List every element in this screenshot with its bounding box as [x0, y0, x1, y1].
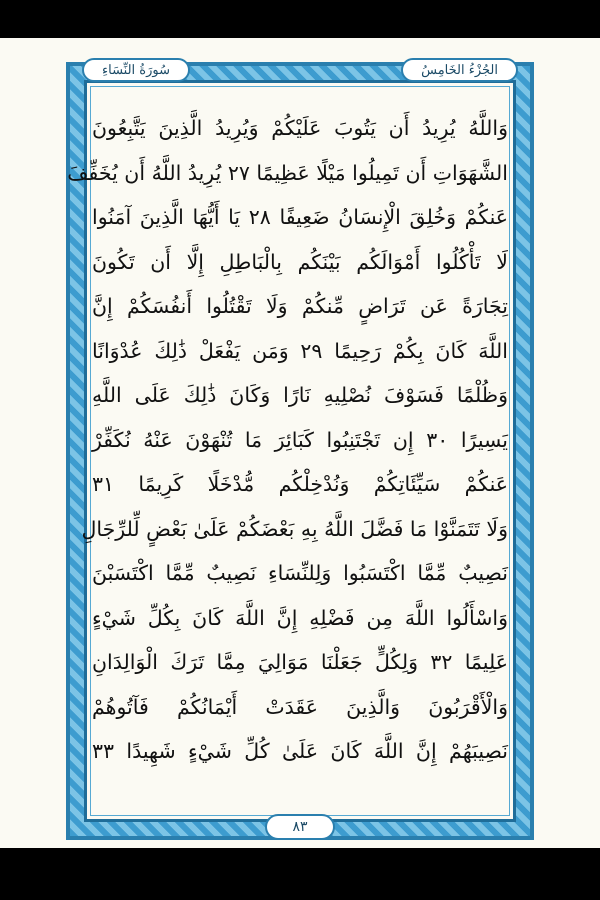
surah-label: سُورَةُ النِّسَاءِ: [82, 58, 190, 82]
text-line: لَا تَأْكُلُوا أَمْوَالَكُم بَيْنَكُم بِالْبَاطِلِ إِلَّا أَن تَكُونَ: [92, 249, 508, 274]
text-line: نَصِيبٌ مِّمَّا اكْتَسَبُوا وَلِلنِّسَاءِ نَصِيبٌ مِّمَّا اكْتَسَبْنَ: [92, 561, 508, 585]
text-line: اللَّهَ كَانَ بِكُمْ رَحِيمًا ٢٩ وَمَن يَفْعَلْ ذَٰلِكَ عُدْوَانًا: [92, 338, 509, 363]
text-line: عَنكُمْ سَيِّئَاتِكُمْ وَنُدْخِلْكُم مُّدْخَلًا كَرِيمًا ٣١: [92, 472, 508, 496]
text-line: وَظُلْمًا فَسَوْفَ نُصْلِيهِ نَارًا وَكَانَ ذَٰلِكَ عَلَى اللَّهِ: [92, 383, 508, 407]
text-line: وَاللَّهُ يُرِيدُ أَن يَتُوبَ عَلَيْكُمْ وَيُرِيدُ الَّذِينَ يَتَّبِعُونَ: [92, 116, 508, 140]
quran-text: [67, 106, 509, 774]
text-line: وَاسْأَلُوا اللَّهَ مِن فَضْلِهِ إِنَّ اللَّهَ كَانَ بِكُلِّ شَيْءٍ: [92, 605, 508, 630]
text-line: الشَّهَوَاتِ أَن تَمِيلُوا مَيْلًا عَظِيمًا ٢٧ يُرِيدُ اللَّهُ أَن يُخَفِّفَ: [67, 160, 508, 185]
text-line: عَنكُمْ وَخُلِقَ الْإِنسَانُ ضَعِيفًا ٢٨ يَا أَيُّهَا الَّذِينَ آمَنُوا: [92, 205, 508, 229]
text-line: وَالْأَقْرَبُونَ وَالَّذِينَ عَقَدَتْ أَيْمَانُكُمْ فَآتُوهُمْ: [92, 694, 508, 719]
page-number: ٨٣: [265, 814, 335, 840]
text-line: عَلِيمًا ٣٢ وَلِكُلٍّ جَعَلْنَا مَوَالِيَ مِمَّا تَرَكَ الْوَالِدَانِ: [92, 650, 508, 674]
text-line: يَسِيرًا ٣٠ إِن تَجْتَنِبُوا كَبَائِرَ مَا تُنْهَوْنَ عَنْهُ نُكَفِّرْ: [92, 427, 509, 452]
text-line: تِجَارَةً عَن تَرَاضٍ مِّنكُمْ وَلَا تَقْتُلُوا أَنفُسَكُمْ إِنَّ: [92, 294, 508, 318]
text-line: نَصِيبَهُمْ إِنَّ اللَّهَ كَانَ عَلَىٰ كُلِّ شَيْءٍ شَهِيدًا ٣٣: [92, 739, 508, 763]
juz-label: الجُزْءُ الخَامِسُ: [401, 58, 518, 82]
text-line: وَلَا تَتَمَنَّوْا مَا فَضَّلَ اللَّهُ بِهِ بَعْضَكُمْ عَلَىٰ بَعْضٍ لِّلرِّجَالِ: [81, 516, 508, 541]
